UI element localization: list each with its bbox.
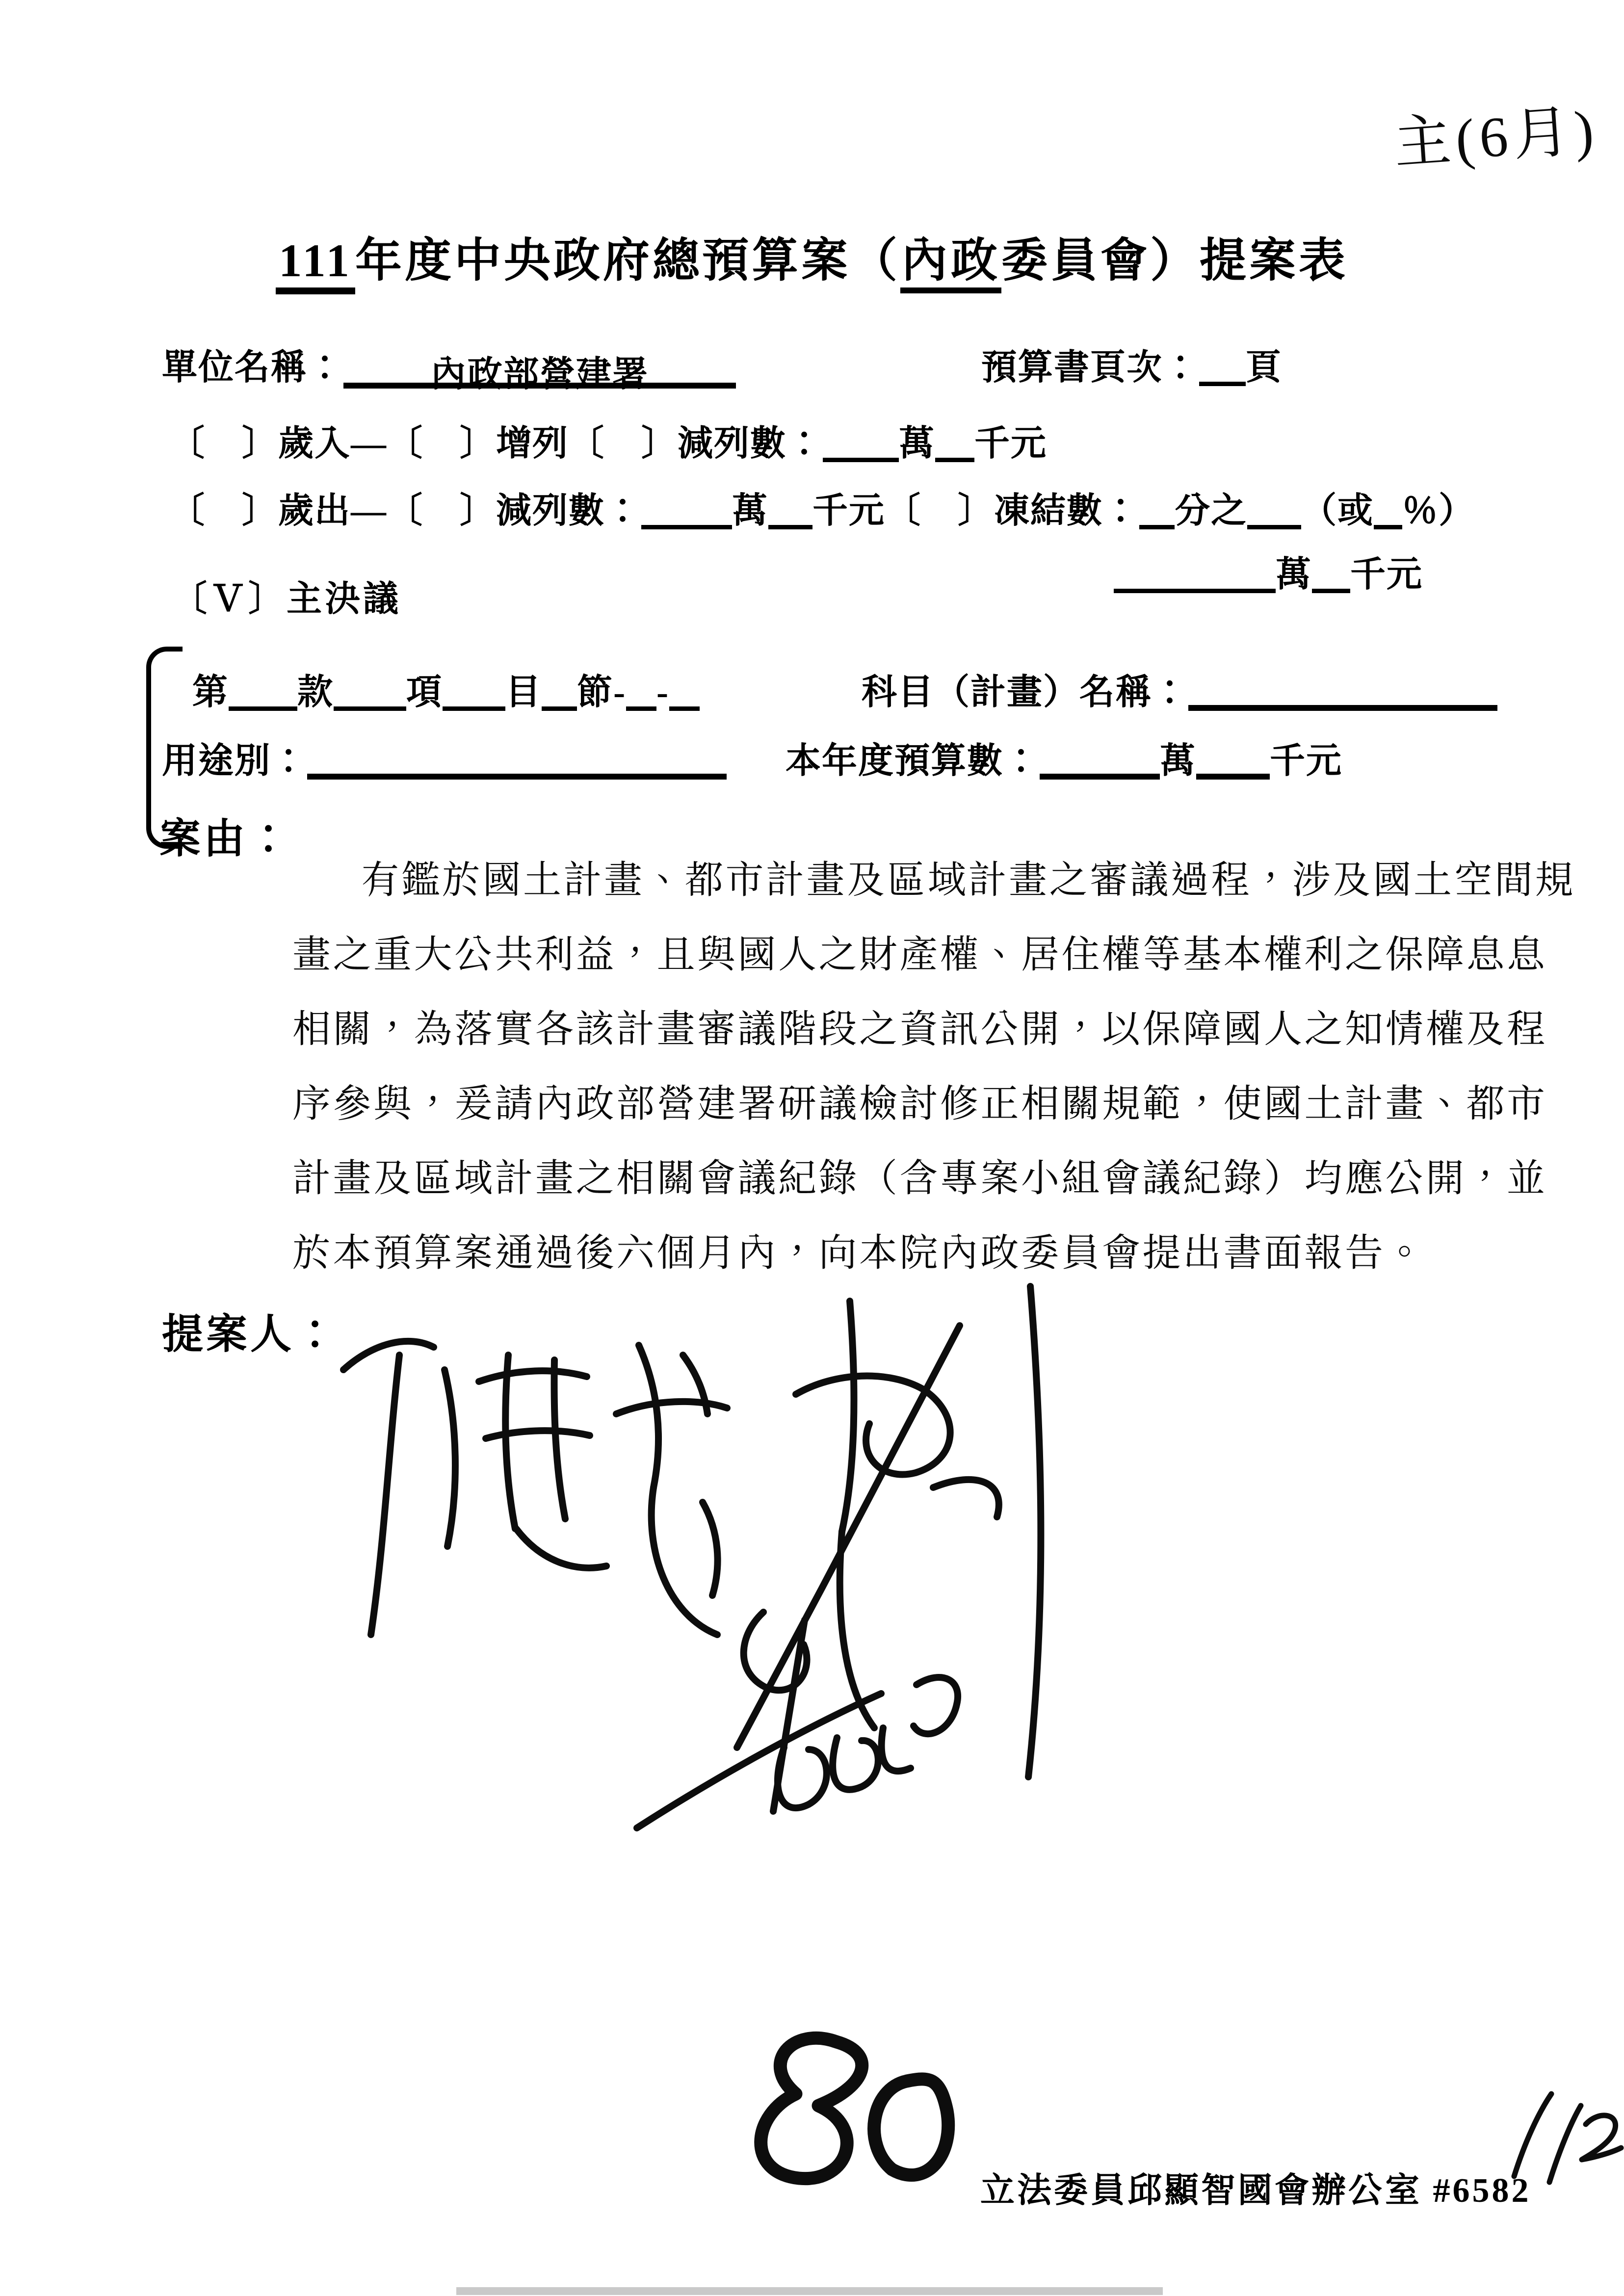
blank-expense-qian: [768, 488, 812, 529]
freeze-amount-row: [1114, 546, 1423, 597]
handwritten-note: 主(6月): [1391, 99, 1601, 176]
expense-wan: 萬: [732, 491, 769, 530]
expense-row: [169, 482, 1475, 533]
unit-name-value: 內政部營建署: [343, 345, 736, 389]
freeze-prefix: 〔 〕凍結數：: [885, 491, 1140, 530]
budget-item-row: [192, 663, 1497, 714]
title-text-2: 委員會）提案表: [1001, 235, 1349, 287]
blank-freeze-percent: [1374, 488, 1402, 529]
freeze-fenzhi: 分之: [1175, 491, 1248, 530]
title-text-1: 年度中央政府總預算案（: [355, 235, 901, 287]
budget-page-unit: 頁: [1246, 348, 1283, 387]
income-row-prefix: 〔 〕歲入—〔 〕增列〔 〕減列數：: [169, 424, 823, 463]
usage-row: [162, 732, 1342, 783]
reason-line: 畫之重大公共利益，且與國人之財產權、居住權等基本權利之保障息息: [292, 933, 1547, 976]
item-dash: -: [656, 673, 670, 712]
blank-budget-qian: [1196, 736, 1270, 780]
blank-expense-wan: [641, 488, 732, 529]
unit-name-label: 單位名稱：: [162, 348, 344, 387]
reason-body: [292, 843, 1575, 1290]
main-resolution-label: 主決議: [287, 579, 402, 619]
blank-freeze-amount-wan: [1114, 551, 1276, 593]
budget-qianyuan: 千元: [1270, 741, 1343, 781]
signature-2: [737, 1286, 1041, 1777]
item-xiang: 項: [406, 673, 443, 712]
item-jie: 節-: [577, 673, 627, 712]
blank-xiang: [334, 669, 406, 711]
income-wan: 萬: [899, 424, 936, 463]
reason-line: 有鑑於國土計畫、都市計畫及區域計畫之審議過程，涉及國土空間規: [361, 859, 1576, 901]
blank-freeze-numer: [1139, 488, 1175, 529]
reason-line: 計畫及區域計畫之相關會議紀錄（含專案小組會議紀錄）均應公開，並: [292, 1157, 1547, 1200]
blank-usage: [307, 736, 727, 780]
item-kuan: 款: [297, 673, 334, 712]
blank-mu: [443, 669, 505, 711]
blank-budget-wan: [1040, 736, 1160, 780]
scan-artifact-bar: [456, 2287, 1163, 2295]
blank-subject-name: [1188, 668, 1497, 711]
page-title: [276, 223, 1348, 290]
budget-page-label: 預算書頁次：: [981, 348, 1200, 387]
title-year: 111: [276, 235, 355, 294]
reason-line: 序參與，爰請內政部營建署研議檢討修正相關規範，使國土計畫、都市: [292, 1082, 1547, 1125]
blank-budget-page: [1199, 344, 1246, 386]
reason-line: 相關，為落實各該計畫審議階段之資訊公開，以保障國人之知情權及程: [292, 1008, 1547, 1050]
handwritten-page-number: [761, 2038, 948, 2178]
freeze-or-open: （或: [1301, 491, 1374, 530]
reason-label: 案由：: [159, 816, 292, 862]
freeze-percent-close: ％）: [1402, 491, 1475, 530]
blank-jie-sub2: [669, 669, 700, 711]
unit-name-row: [162, 339, 1283, 394]
expense-qianyuan: 千元: [812, 491, 886, 530]
blank-freeze-amount-qian: [1312, 551, 1350, 593]
item-mu: 目: [505, 673, 542, 712]
signature-qiu-xian-zhi: [343, 1341, 727, 1635]
blank-jie: [542, 669, 577, 711]
usage-label: 用途別：: [162, 741, 308, 781]
footer-office: 立法委員邱顯智國會辦公室 #6582: [980, 2172, 1531, 2210]
title-committee: 內政: [900, 235, 1001, 293]
signature-3: [637, 1612, 958, 1828]
blank-freeze-denom: [1247, 488, 1301, 529]
proposer-label: 提案人：: [162, 1312, 339, 1357]
blank-income-wan: [823, 420, 899, 462]
expense-row-prefix: 〔 〕歲出—〔 〕減列數：: [169, 491, 642, 530]
subject-name-label: 科目（計畫）名稱：: [862, 673, 1189, 712]
main-resolution-row: [172, 570, 401, 621]
freeze-amount-qianyuan: 千元: [1350, 555, 1423, 594]
budget-amount-label: 本年度預算數：: [786, 741, 1040, 781]
reason-line: 於本預算案通過後六個月內，向本院內政委員會提出書面報告。: [292, 1231, 1426, 1274]
budget-wan: 萬: [1160, 741, 1197, 781]
item-di: 第: [192, 673, 229, 712]
income-row: [169, 415, 1047, 466]
income-qianyuan: 千元: [974, 424, 1048, 463]
freeze-amount-wan: 萬: [1276, 555, 1312, 594]
blank-income-qian: [935, 420, 974, 462]
main-resolution-checkbox: 〔Ｖ〕: [172, 579, 287, 619]
blank-jie-sub1: [626, 669, 656, 711]
blank-kuan: [229, 669, 297, 711]
